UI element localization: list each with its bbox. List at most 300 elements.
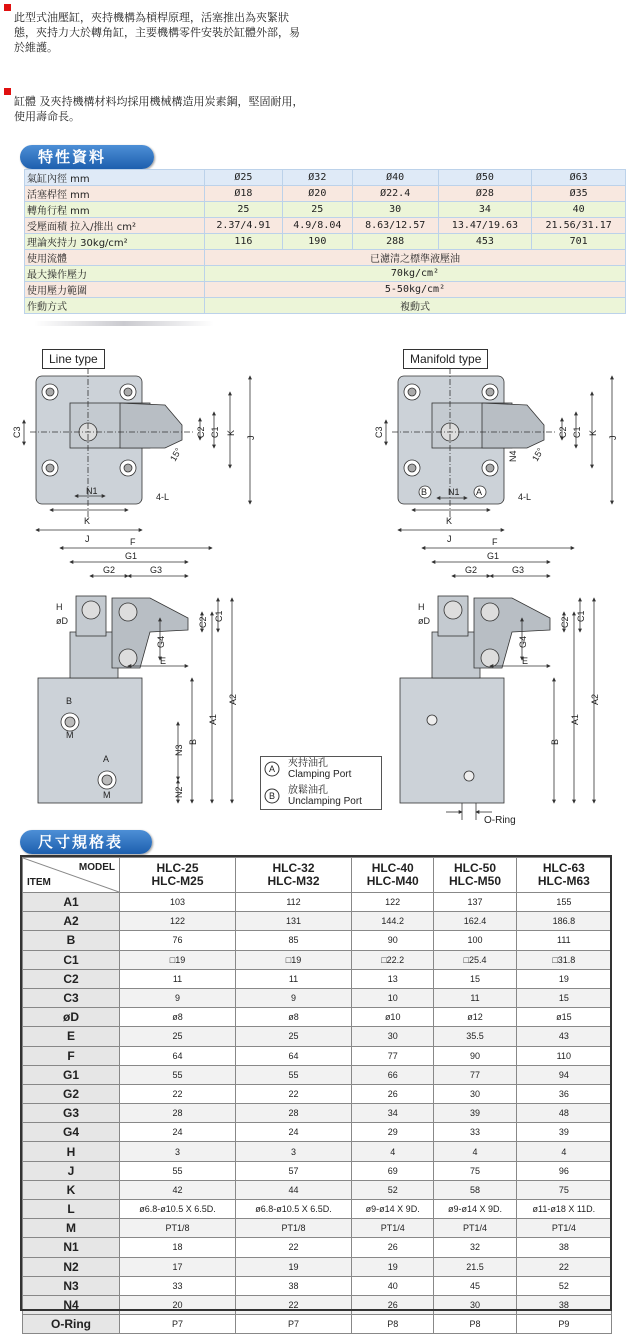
table-row [23, 1315, 612, 1334]
spec-cell: 複動式 [205, 298, 626, 314]
svg-text:C1: C1 [210, 426, 220, 438]
legend-clamping-port: 夾持油孔 Clamping Port [288, 758, 352, 780]
value-cell: 22 [236, 1084, 352, 1103]
item-cell: G3 [23, 1104, 120, 1123]
value-cell: 137 [434, 893, 516, 912]
table-row [23, 931, 612, 950]
value-cell: 77 [352, 1046, 434, 1065]
value-cell: PT1/4 [434, 1219, 516, 1238]
item-cell: A2 [23, 912, 120, 931]
spec-row [25, 202, 626, 218]
svg-text:K: K [226, 429, 236, 436]
value-cell: 90 [434, 1046, 516, 1065]
value-cell: 25 [120, 1027, 236, 1046]
svg-text:C3: C3 [12, 426, 22, 438]
table-row [23, 893, 612, 912]
spec-cell: 116 [205, 234, 283, 250]
item-cell: L [23, 1200, 120, 1219]
spec-cell: Ø50 [438, 170, 532, 186]
value-cell: 26 [352, 1295, 434, 1314]
svg-text:C2: C2 [558, 426, 568, 438]
value-cell: 35.5 [434, 1027, 516, 1046]
value-cell: ø8 [120, 1008, 236, 1027]
svg-text:A1: A1 [570, 713, 580, 725]
table-row [23, 1295, 612, 1314]
svg-text:E: E [160, 656, 167, 666]
table-row [23, 950, 612, 969]
table-row [23, 988, 612, 1007]
spec-cell: Ø40 [352, 170, 438, 186]
value-cell: 30 [434, 1295, 516, 1314]
svg-text:K: K [84, 516, 91, 526]
model-header [236, 858, 352, 893]
svg-text:N3: N3 [174, 744, 184, 756]
value-cell: 34 [352, 1104, 434, 1123]
item-cell: C1 [23, 950, 120, 969]
spec-cell: 701 [532, 234, 626, 250]
value-cell: □19 [120, 950, 236, 969]
item-cell: J [23, 1161, 120, 1180]
spec-cell: 2.37/4.91 [205, 218, 283, 234]
item-cell: G1 [23, 1065, 120, 1084]
table-row [23, 1276, 612, 1295]
svg-text:øD: øD [418, 616, 430, 626]
svg-text:B: B [550, 738, 560, 745]
value-cell: 4 [434, 1142, 516, 1161]
svg-text:G4: G4 [518, 635, 528, 648]
item-cell: N4 [23, 1295, 120, 1314]
bullet-1 [4, 4, 11, 11]
value-cell: 122 [352, 893, 434, 912]
value-cell: 75 [516, 1180, 611, 1199]
dimension-table [22, 857, 612, 1334]
spec-row [25, 170, 626, 186]
spec-label: 使用流體 [25, 250, 205, 266]
spec-cell: Ø32 [282, 170, 352, 186]
value-cell: ø10 [352, 1008, 434, 1027]
value-cell: P7 [120, 1315, 236, 1334]
value-cell: 39 [434, 1104, 516, 1123]
model-name: HLC-40 [371, 861, 414, 875]
item-cell: G2 [23, 1084, 120, 1103]
spec-label: 受壓面積 拉入/推出 cm² [25, 218, 205, 234]
value-cell: 33 [434, 1123, 516, 1142]
svg-text:G3: G3 [150, 565, 163, 575]
svg-text:N2: N2 [174, 786, 184, 798]
svg-text:A2: A2 [228, 693, 238, 705]
table-row [23, 1200, 612, 1219]
svg-text:C1: C1 [576, 610, 586, 622]
svg-text:J: J [608, 435, 618, 440]
item-cell: O-Ring [23, 1315, 120, 1334]
svg-text:A2: A2 [590, 693, 600, 705]
value-cell: P7 [236, 1315, 352, 1334]
value-cell: 20 [120, 1295, 236, 1314]
value-cell: 38 [516, 1238, 611, 1257]
divider-shadow [34, 321, 214, 326]
value-cell: ø9-ø14 X 9D. [352, 1200, 434, 1219]
table-row [23, 1027, 612, 1046]
spec-row [25, 282, 626, 298]
model-header [434, 858, 516, 893]
value-cell: 25 [236, 1027, 352, 1046]
value-cell: 32 [434, 1238, 516, 1257]
value-cell: 48 [516, 1104, 611, 1123]
value-cell: 112 [236, 893, 352, 912]
svg-text:4-L: 4-L [156, 492, 170, 502]
spec-cell: 已濾清之標準液壓油 [205, 250, 626, 266]
value-cell: 30 [352, 1027, 434, 1046]
spec-cell: Ø25 [205, 170, 283, 186]
svg-text:A1: A1 [208, 713, 218, 725]
value-cell: □19 [236, 950, 352, 969]
value-cell: 11 [120, 969, 236, 988]
svg-text:B: B [421, 487, 428, 497]
value-cell: 58 [434, 1180, 516, 1199]
value-cell: 103 [120, 893, 236, 912]
table-row [23, 1180, 612, 1199]
value-cell: 38 [516, 1295, 611, 1314]
value-cell: 10 [352, 988, 434, 1007]
table-row [23, 1104, 612, 1123]
value-cell: ø6.8-ø10.5 X 6.5D. [120, 1200, 236, 1219]
model-name: HLC-50 [454, 861, 497, 875]
value-cell: 75 [434, 1161, 516, 1180]
svg-text:15°: 15° [530, 446, 546, 463]
spec-label: 使用壓力範圍 [25, 282, 205, 298]
value-cell: 57 [236, 1161, 352, 1180]
spec-table [24, 169, 626, 314]
spec-row [25, 234, 626, 250]
line-type-label: Line type [42, 349, 105, 369]
table-row [23, 912, 612, 931]
value-cell: 100 [434, 931, 516, 950]
model-name: HLC-63 [542, 861, 585, 875]
value-cell: PT1/8 [236, 1219, 352, 1238]
value-cell: 33 [120, 1276, 236, 1295]
table-row [23, 969, 612, 988]
value-cell: 21.5 [434, 1257, 516, 1276]
svg-text:B: B [188, 738, 198, 745]
spec-cell: 13.47/19.63 [438, 218, 532, 234]
manifold-type-side-view [400, 548, 594, 820]
value-cell: 29 [352, 1123, 434, 1142]
value-cell: 24 [236, 1123, 352, 1142]
svg-text:A: A [103, 754, 110, 764]
svg-text:G2: G2 [465, 565, 478, 575]
value-cell: ø11-ø18 X 11D. [516, 1200, 611, 1219]
spec-cell: Ø28 [438, 186, 532, 202]
model-name: HLC-25 [156, 861, 199, 875]
value-cell: 22 [120, 1084, 236, 1103]
value-cell: ø15 [516, 1008, 611, 1027]
value-cell: 30 [434, 1084, 516, 1103]
value-cell: 13 [352, 969, 434, 988]
value-cell: 3 [236, 1142, 352, 1161]
table-row [23, 1123, 612, 1142]
item-cell: C2 [23, 969, 120, 988]
legend-a-letter: A [269, 764, 276, 774]
svg-text:4-L: 4-L [518, 492, 532, 502]
table-row [23, 1219, 612, 1238]
legend-unclamping-port: 放鬆油孔 Unclamping Port [288, 785, 362, 807]
value-cell: 26 [352, 1238, 434, 1257]
spec-cell: 40 [532, 202, 626, 218]
svg-text:A: A [476, 487, 483, 497]
value-cell: 40 [352, 1276, 434, 1295]
spec-cell: 4.9/8.04 [282, 218, 352, 234]
value-cell: 11 [434, 988, 516, 1007]
intro-paragraph-1: 此型式油壓缸，夾持機構為槓桿原理，活塞推出為夾緊狀 態，夾持力大於轉角缸，主要機構零件安裝於缸體外部，易 於維護。 [14, 11, 300, 54]
item-cell: H [23, 1142, 120, 1161]
value-cell: 76 [120, 931, 236, 950]
table-row [23, 1257, 612, 1276]
svg-text:B: B [66, 696, 73, 706]
value-cell: 85 [236, 931, 352, 950]
spec-label: 作動方式 [25, 298, 205, 314]
item-cell: B [23, 931, 120, 950]
value-cell: 9 [120, 988, 236, 1007]
value-cell: 52 [352, 1180, 434, 1199]
svg-text:C2: C2 [560, 616, 570, 628]
svg-text:F: F [492, 537, 498, 547]
value-cell: ø8 [236, 1008, 352, 1027]
spec-cell: 8.63/12.57 [352, 218, 438, 234]
spec-cell: 34 [438, 202, 532, 218]
spec-label: 轉角行程 mm [25, 202, 205, 218]
svg-text:H: H [418, 602, 425, 612]
spec-row [25, 186, 626, 202]
value-cell: ø6.8-ø10.5 X 6.5D. [236, 1200, 352, 1219]
model-header [352, 858, 434, 893]
svg-text:J: J [85, 534, 90, 544]
svg-text:G4: G4 [156, 635, 166, 648]
svg-text:K: K [588, 429, 598, 436]
value-cell: 55 [120, 1065, 236, 1084]
value-cell: 9 [236, 988, 352, 1007]
value-cell: 55 [236, 1065, 352, 1084]
value-cell: ø12 [434, 1008, 516, 1027]
svg-text:K: K [446, 516, 453, 526]
value-cell: 52 [516, 1276, 611, 1295]
value-cell: 110 [516, 1046, 611, 1065]
model-name-manifold: HLC-M50 [449, 874, 502, 888]
model-header [516, 858, 611, 893]
item-cell: K [23, 1180, 120, 1199]
svg-text:C2: C2 [198, 616, 208, 628]
spec-cell: Ø63 [532, 170, 626, 186]
value-cell: PT1/4 [352, 1219, 434, 1238]
value-cell: 43 [516, 1027, 611, 1046]
svg-text:F: F [130, 537, 136, 547]
spec-row [25, 298, 626, 314]
value-cell: □22.2 [352, 950, 434, 969]
svg-text:J: J [447, 534, 452, 544]
value-cell: □25.4 [434, 950, 516, 969]
value-cell: 18 [120, 1238, 236, 1257]
value-cell: PT1/4 [516, 1219, 611, 1238]
spec-cell: 5-50kg/cm² [205, 282, 626, 298]
value-cell: 122 [120, 912, 236, 931]
spec-cell: 21.56/31.17 [532, 218, 626, 234]
value-cell: P8 [352, 1315, 434, 1334]
value-cell: 64 [236, 1046, 352, 1065]
line-type-side-view [38, 548, 232, 803]
svg-text:G2: G2 [103, 565, 116, 575]
value-cell: 38 [236, 1276, 352, 1295]
legend-b-letter: B [269, 791, 276, 801]
spec-row [25, 250, 626, 266]
value-cell: 4 [516, 1142, 611, 1161]
table-row [23, 1161, 612, 1180]
spec-row [25, 266, 626, 282]
item-cell: N1 [23, 1238, 120, 1257]
item-cell: M [23, 1219, 120, 1238]
table-row [23, 1046, 612, 1065]
value-cell: 77 [434, 1065, 516, 1084]
svg-text:øD: øD [56, 616, 68, 626]
model-name-manifold: HLC-M63 [537, 874, 590, 888]
model-name-manifold: HLC-M40 [366, 874, 419, 888]
svg-text:J: J [246, 435, 256, 440]
value-cell: 45 [434, 1276, 516, 1295]
value-cell: 131 [236, 912, 352, 931]
item-cell: E [23, 1027, 120, 1046]
spec-cell: Ø35 [532, 186, 626, 202]
value-cell: 24 [120, 1123, 236, 1142]
item-cell: N2 [23, 1257, 120, 1276]
value-cell: 36 [516, 1084, 611, 1103]
manifold-type-top-view [386, 368, 612, 530]
svg-text:15°: 15° [168, 446, 184, 463]
table-row [23, 1084, 612, 1103]
oring-label: O-Ring [484, 815, 516, 826]
value-cell: PT1/8 [120, 1219, 236, 1238]
value-cell: 96 [516, 1161, 611, 1180]
spec-label: 氣缸內徑 mm [25, 170, 205, 186]
item-cell: N3 [23, 1276, 120, 1295]
value-cell: P9 [516, 1315, 611, 1334]
spec-cell: 25 [205, 202, 283, 218]
spec-cell: 25 [282, 202, 352, 218]
spec-cell: 190 [282, 234, 352, 250]
value-cell: 22 [236, 1295, 352, 1314]
value-cell: 15 [516, 988, 611, 1007]
value-cell: 94 [516, 1065, 611, 1084]
spec-cell: Ø18 [205, 186, 283, 202]
value-cell: 17 [120, 1257, 236, 1276]
value-cell: 28 [236, 1104, 352, 1123]
svg-text:E: E [522, 656, 529, 666]
item-cell: C3 [23, 988, 120, 1007]
value-cell: 39 [516, 1123, 611, 1142]
line-type-top-view [24, 368, 250, 530]
spec-cell: 70kg/cm² [205, 266, 626, 282]
model-name-manifold: HLC-M25 [151, 874, 204, 888]
manifold-type-label: Manifold type [403, 349, 488, 369]
value-cell: 19 [516, 969, 611, 988]
value-cell: 3 [120, 1142, 236, 1161]
spec-cell: 288 [352, 234, 438, 250]
item-cell: øD [23, 1008, 120, 1027]
value-cell: 44 [236, 1180, 352, 1199]
item-label: ITEM [27, 877, 51, 888]
model-item-header [23, 858, 120, 893]
value-cell: 28 [120, 1104, 236, 1123]
spec-label: 理論夾持力 30kg/cm² [25, 234, 205, 250]
spec-cell: Ø20 [282, 186, 352, 202]
item-cell: A1 [23, 893, 120, 912]
value-cell: 64 [120, 1046, 236, 1065]
value-cell: 66 [352, 1065, 434, 1084]
spec-row [25, 218, 626, 234]
spec-cell: 30 [352, 202, 438, 218]
value-cell: 26 [352, 1084, 434, 1103]
item-cell: F [23, 1046, 120, 1065]
value-cell: 22 [236, 1238, 352, 1257]
value-cell: 15 [434, 969, 516, 988]
table-row [23, 1008, 612, 1027]
svg-text:N1: N1 [448, 487, 460, 497]
svg-text:N4: N4 [508, 450, 518, 462]
value-cell: 42 [120, 1180, 236, 1199]
dimension-heading: 尺寸規格表 [20, 830, 152, 854]
value-cell: 155 [516, 893, 611, 912]
value-cell: 69 [352, 1161, 434, 1180]
value-cell: 186.8 [516, 912, 611, 931]
value-cell: ø9-ø14 X 9D. [434, 1200, 516, 1219]
item-cell: G4 [23, 1123, 120, 1142]
spec-cell: 453 [438, 234, 532, 250]
svg-text:C3: C3 [374, 426, 384, 438]
value-cell: 4 [352, 1142, 434, 1161]
value-cell: 144.2 [352, 912, 434, 931]
model-label: MODEL [78, 862, 115, 873]
intro-paragraph-2: 缸體 及夾持機構材料均採用機械構造用炭素鋼，堅固耐用， 使用壽命長。 [14, 95, 304, 123]
svg-text:G1: G1 [125, 551, 138, 561]
value-cell: P8 [434, 1315, 516, 1334]
spec-heading: 特性資料 [20, 145, 154, 169]
value-cell: 19 [352, 1257, 434, 1276]
spec-cell: Ø22.4 [352, 186, 438, 202]
value-cell: 19 [236, 1257, 352, 1276]
value-cell: 11 [236, 969, 352, 988]
spec-label: 活塞桿徑 mm [25, 186, 205, 202]
svg-text:C1: C1 [572, 426, 582, 438]
svg-text:M: M [66, 730, 74, 740]
model-header [120, 858, 236, 893]
value-cell: 90 [352, 931, 434, 950]
table-row [23, 1238, 612, 1257]
svg-text:N1: N1 [86, 486, 98, 496]
spec-label: 最大操作壓力 [25, 266, 205, 282]
svg-text:C2: C2 [196, 426, 206, 438]
value-cell: □31.8 [516, 950, 611, 969]
table-row [23, 1142, 612, 1161]
model-name-manifold: HLC-M32 [267, 874, 320, 888]
value-cell: 162.4 [434, 912, 516, 931]
svg-text:M: M [103, 790, 111, 800]
svg-text:G3: G3 [512, 565, 525, 575]
value-cell: 22 [516, 1257, 611, 1276]
svg-text:C1: C1 [214, 610, 224, 622]
value-cell: 55 [120, 1161, 236, 1180]
value-cell: 111 [516, 931, 611, 950]
svg-text:H: H [56, 602, 63, 612]
bullet-2 [4, 88, 11, 95]
model-name: HLC-32 [272, 861, 315, 875]
table-row [23, 1065, 612, 1084]
